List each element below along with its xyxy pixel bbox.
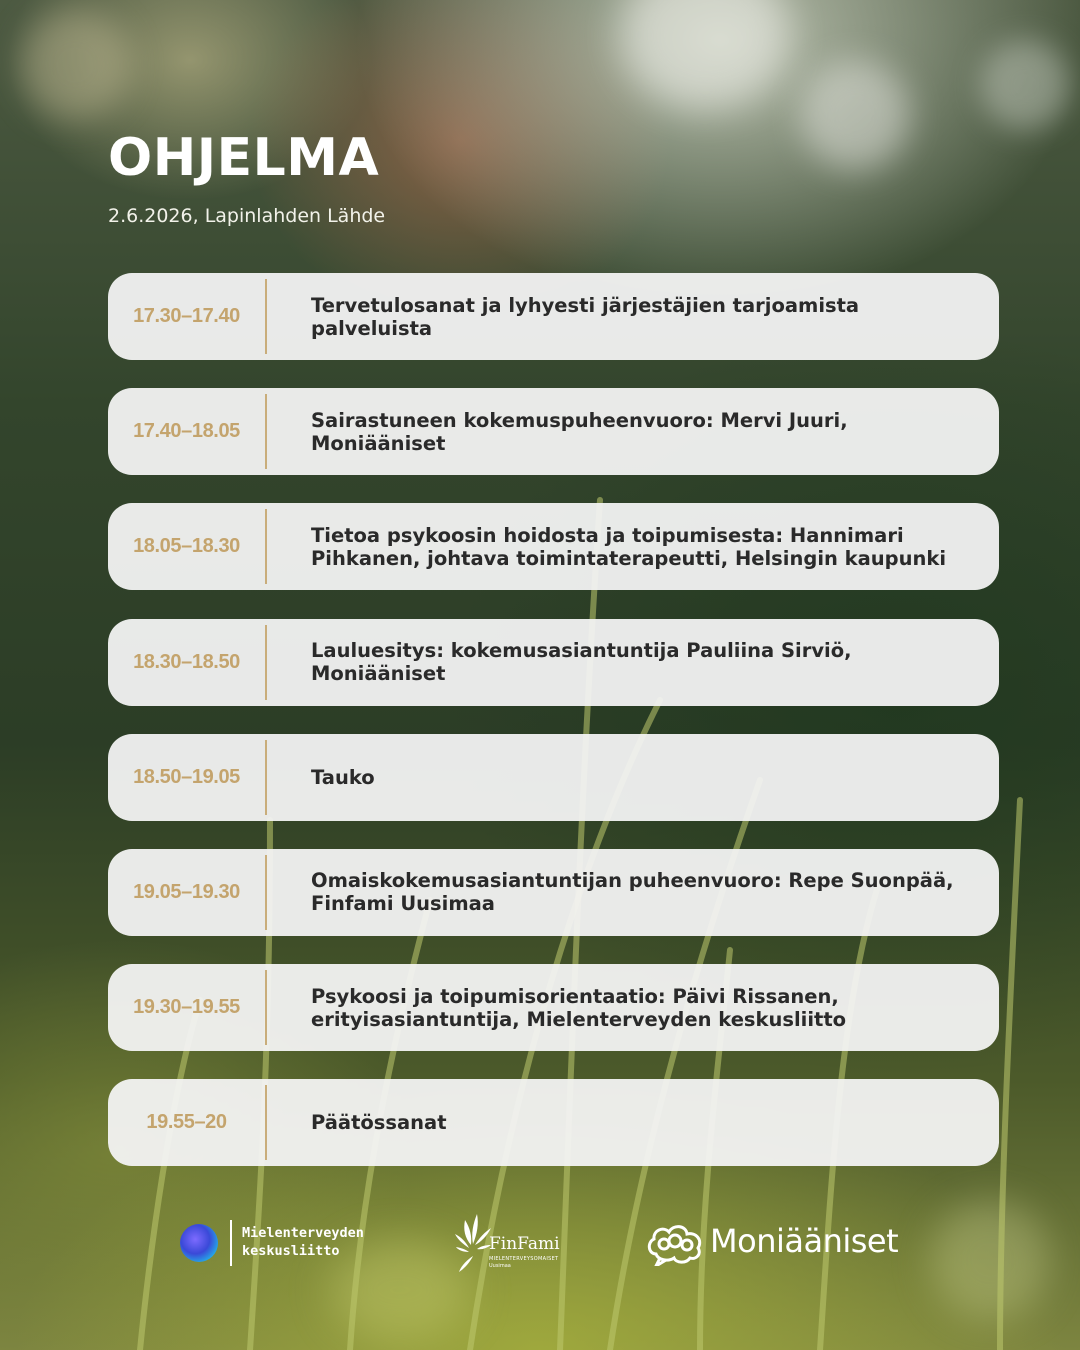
mtk-logo-line2: keskusliitto bbox=[242, 1243, 340, 1259]
mtk-orb-logo-icon bbox=[180, 1224, 218, 1262]
agenda-item bbox=[108, 273, 999, 360]
page-title: OHJELMA bbox=[108, 128, 380, 188]
agenda-time: 17.40–18.05 bbox=[133, 420, 240, 443]
agenda-time: 17.30–17.40 bbox=[133, 305, 240, 327]
agenda-item bbox=[108, 734, 999, 821]
agenda-time: 19.30–19.55 bbox=[133, 996, 240, 1019]
mtk-logo bbox=[178, 1220, 408, 1270]
bokeh-light bbox=[20, 10, 130, 120]
agenda-time: 19.55–20 bbox=[146, 1111, 227, 1134]
agenda-item bbox=[108, 849, 999, 936]
mtk-logo-text bbox=[242, 1224, 364, 1260]
agenda-time: 18.05–18.30 bbox=[133, 535, 240, 558]
agenda-item bbox=[108, 1079, 999, 1166]
event-date-location: 2.6.2026, Lapinlahden Lähde bbox=[108, 205, 386, 227]
agenda-description: Tauko bbox=[311, 765, 375, 789]
agenda-list bbox=[108, 273, 999, 1195]
agenda-time: 18.50–19.05 bbox=[133, 765, 240, 788]
finfami-leaf-logo-icon bbox=[455, 1210, 491, 1274]
agenda-description: Omaiskokemusasiantuntijan puheenvuoro: Repe Suonpää, Finfami Uusimaa bbox=[311, 869, 954, 916]
logo-divider bbox=[230, 1220, 232, 1266]
agenda-description: Päätössanat bbox=[311, 1111, 447, 1135]
agenda-description: Lauluesitys: kokemusasiantuntija Pauliina Sirviö, Moniääniset bbox=[311, 639, 852, 686]
agenda-item bbox=[108, 964, 999, 1051]
agenda-item bbox=[108, 503, 999, 590]
moniaaniset-logo-name: Moniääniset bbox=[710, 1222, 899, 1260]
agenda-time: 18.30–18.50 bbox=[133, 650, 240, 673]
finfami-logo bbox=[455, 1210, 595, 1280]
bokeh-light bbox=[620, 0, 790, 110]
agenda-description: Sairastuneen kokemuspuheenvuoro: Mervi Juuri, Moniääniset bbox=[311, 408, 848, 455]
agenda-description: Tietoa psykoosin hoidosta ja toipumisesta: Hannimari Pihkanen, johtava toimintaterapeutti, Helsingin kaupunki bbox=[311, 523, 947, 570]
moniaaniset-logo bbox=[646, 1222, 916, 1272]
finfami-logo-region: Uusimaa bbox=[489, 1263, 511, 1269]
moniaaniset-cloud-logo-icon bbox=[646, 1222, 704, 1266]
agenda-item bbox=[108, 388, 999, 475]
mtk-logo-line1: Mielenterveyden bbox=[242, 1225, 364, 1241]
partner-logos bbox=[0, 1200, 1080, 1290]
agenda-item bbox=[108, 619, 999, 706]
agenda-time: 19.05–19.30 bbox=[133, 880, 240, 903]
finfami-logo-name: FinFami bbox=[489, 1234, 560, 1254]
bokeh-light bbox=[980, 40, 1070, 130]
agenda-description: Tervetulosanat ja lyhyesti järjestäjien tarjoamista palveluista bbox=[311, 293, 860, 340]
agenda-description: Psykoosi ja toipumisorientaatio: Päivi Rissanen, erityisasiantuntija, Mielenterveyden keskusliitto bbox=[311, 984, 847, 1031]
finfami-logo-subtitle: MIELENTERVEYSOMAISET bbox=[489, 1256, 559, 1262]
bokeh-light bbox=[800, 60, 910, 170]
